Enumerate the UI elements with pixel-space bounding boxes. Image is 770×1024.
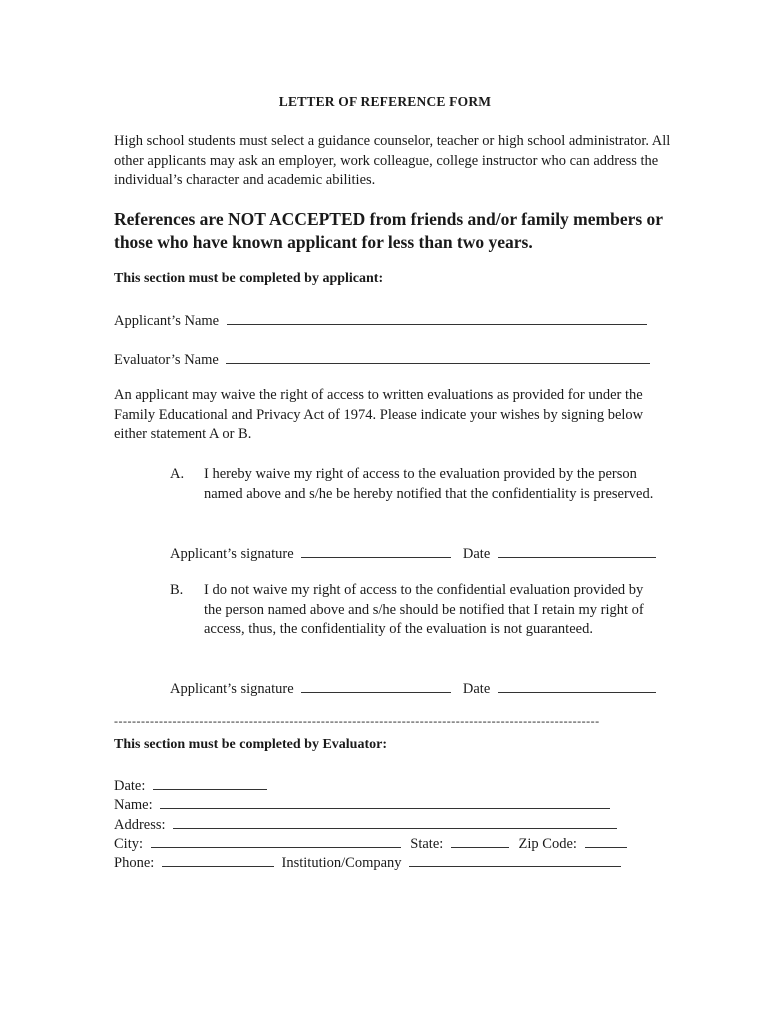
option-b-letter: B. xyxy=(170,582,184,598)
evaluator-zip-label: Zip Code: xyxy=(518,836,577,852)
applicant-name-row xyxy=(114,310,647,330)
evaluator-institution-label: Institution/Company xyxy=(281,855,402,871)
evaluator-date-label: Date: xyxy=(114,778,146,794)
applicant-name-label: Applicant’s Name xyxy=(114,313,220,329)
option-b-signature-label: Applicant’s signature xyxy=(170,681,294,697)
applicant-section-heading: This section must be completed by applicant: xyxy=(114,271,384,286)
option-a-text: I hereby waive my right of access to the evaluation provided by the person named above and s/he be hereby notified that the confidentiality is preserved. xyxy=(204,466,654,502)
evaluator-city-label: City: xyxy=(114,836,144,852)
evaluator-phone-field[interactable] xyxy=(162,852,274,867)
evaluator-address-row xyxy=(114,814,617,834)
evaluator-fullname-row xyxy=(114,794,610,814)
applicant-name-field[interactable] xyxy=(227,310,647,325)
option-a-signature-label: Applicant’s signature xyxy=(170,546,294,562)
evaluator-fullname-field[interactable] xyxy=(160,794,610,809)
evaluator-name-row xyxy=(114,349,650,369)
evaluator-section-heading: This section must be completed by Evaluator: xyxy=(114,737,387,752)
option-a-letter: A. xyxy=(170,466,185,482)
option-a xyxy=(170,465,660,525)
evaluator-city-row xyxy=(114,833,627,853)
waiver-paragraph: An applicant may waive the right of access to written evaluations as provided for under the Family Educational and Privacy Act of 1974. Please indicate your wishes by signing below either statement A or B. xyxy=(114,387,644,442)
evaluator-fullname-label: Name: xyxy=(114,797,153,813)
form-title: LETTER OF REFERENCE FORM xyxy=(278,94,492,109)
option-a-date-label: Date xyxy=(462,546,491,562)
option-b-date-field[interactable] xyxy=(498,678,656,693)
evaluator-state-label: State: xyxy=(410,836,444,852)
option-b xyxy=(170,581,660,661)
option-b-text: I do not waive my right of access to the confidential evaluation provided by the person named above and s/he should be notified that I retain my right of access, thus, the confidentiality of the evaluation is not guaranteed. xyxy=(204,582,644,637)
option-b-signature-field[interactable] xyxy=(301,678,451,693)
warning-statement: References are NOT ACCEPTED from friends and/or family members or those who have known applicant for less than two years. xyxy=(114,209,663,252)
evaluator-address-field[interactable] xyxy=(173,814,617,829)
evaluator-phone-label: Phone: xyxy=(114,855,155,871)
evaluator-address-label: Address: xyxy=(114,817,166,833)
evaluator-date-row xyxy=(114,775,267,795)
evaluator-zip-field[interactable] xyxy=(585,833,627,848)
option-a-date-field[interactable] xyxy=(498,543,656,558)
evaluator-name-field[interactable] xyxy=(226,349,650,364)
evaluator-date-field[interactable] xyxy=(153,775,267,790)
option-a-signature-field[interactable] xyxy=(301,543,451,558)
evaluator-name-label: Evaluator’s Name xyxy=(114,352,219,368)
option-a-signature-row xyxy=(170,543,656,563)
section-divider: ------------------------------------------------------------------------------------------------------------ xyxy=(114,714,600,728)
intro-paragraph: High school students must select a guidance counselor, teacher or high school administrator. All other applicants may ask an employer, work colleague, college instructor who can address the individual’s character and academic abilities. xyxy=(114,133,671,188)
option-b-date-label: Date xyxy=(462,681,491,697)
evaluator-state-field[interactable] xyxy=(451,833,509,848)
evaluator-city-field[interactable] xyxy=(151,833,401,848)
option-b-signature-row xyxy=(170,678,656,698)
evaluator-institution-field[interactable] xyxy=(409,852,621,867)
evaluator-phone-row xyxy=(114,852,621,872)
